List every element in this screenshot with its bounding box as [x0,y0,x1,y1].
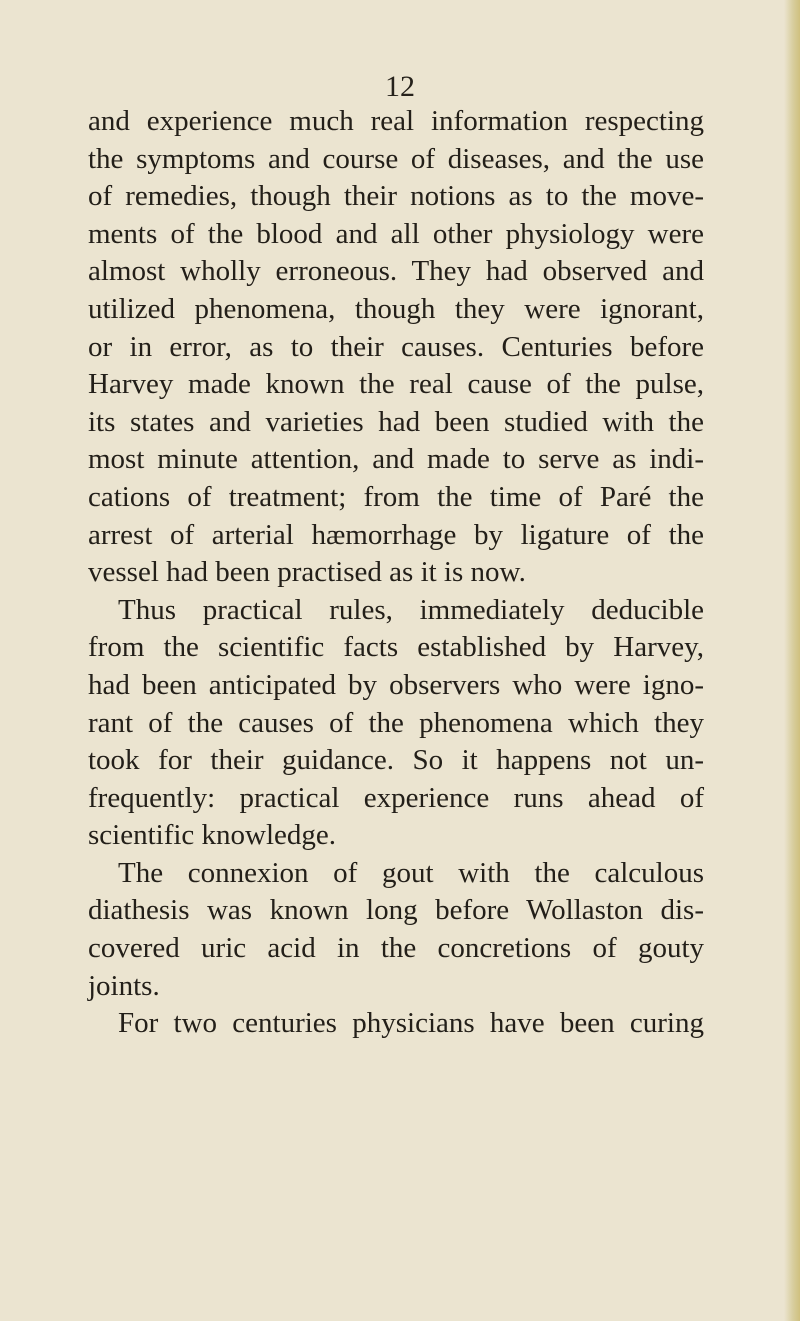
text-line: joints. [88,969,160,1002]
text-line: rant of the causes of the phenomena which they [88,706,704,739]
text-line: vessel had been practised as it is now. [88,556,526,589]
text-line: arrest of arterial hæmorrhage by ligature of the [88,518,704,551]
text-line: The connexion of gout with the calculous [118,856,704,889]
text-line: Thus practical rules, immediately deducible [118,593,704,626]
text-line: took for their guidance. So it happens not un- [88,744,704,777]
text-line: diathesis was known long before Wollaston dis- [88,894,704,927]
text-line: scientific knowledge. [88,819,337,852]
page-number: 12 [385,70,415,103]
text-line: covered uric acid in the concretions of gouty [88,932,704,965]
text-line: frequently: practical experience runs ahead of [88,781,704,814]
body-text [88,103,704,1043]
text-line: had been anticipated by observers who were igno- [88,668,704,701]
text-line: or in error, as to their causes. Centuries before [88,330,704,363]
page-edge-shadow [784,0,800,1321]
text-line: from the scientific facts established by Harvey, [88,631,704,664]
text-line: almost wholly erroneous. They had observed and [88,255,704,288]
text-line: ments of the blood and all other physiology were [88,217,704,250]
text-line: Harvey made known the real cause of the pulse, [88,368,704,401]
text-line: most minute attention, and made to serve as indi- [88,443,704,476]
text-line: its states and varieties had been studied with the [88,405,704,438]
text-line: utilized phenomena, though they were ignorant, [88,292,704,325]
text-line: of remedies, though their notions as to the move- [88,180,704,213]
text-line: and experience much real information respecting [88,105,704,137]
text-line: For two centuries physicians have been curing [118,1007,704,1040]
text-line: cations of treatment; from the time of Paré the [88,480,704,513]
text-line: the symptoms and course of diseases, and the use [88,142,704,175]
